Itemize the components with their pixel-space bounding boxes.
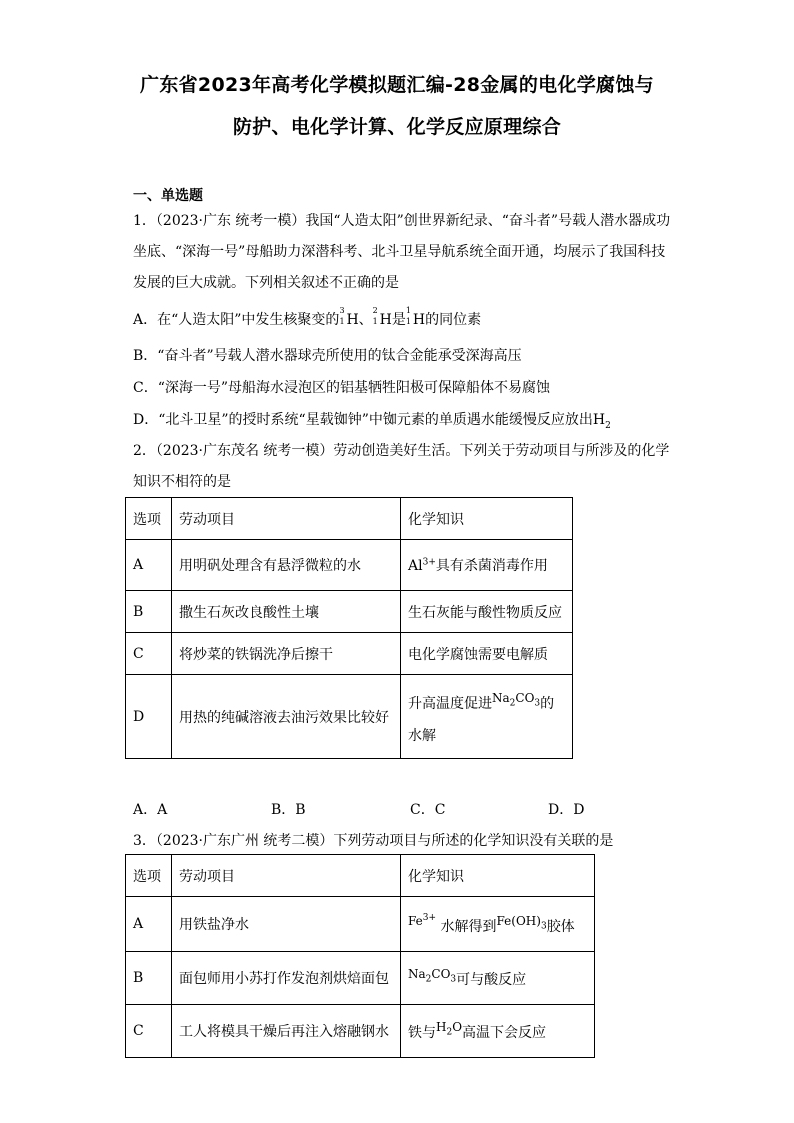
q1-option-a-text: A．在“人造太阳”中发生核聚变的 [133,312,340,328]
knowledge-text: 具有杀菌消毒作用 [435,558,548,574]
table-cell-task: 用明矾处理含有悬浮微粒的水 [172,540,401,591]
table-row [126,591,573,633]
knowledge-text: 胶体 [546,918,575,935]
table-header-cell: 选项 [126,498,172,540]
table-cell-option: B [126,952,172,1005]
table-row [126,633,573,675]
q2-answer-a[interactable]: A．A [133,802,168,818]
table-cell-task: 面包师用小苏打作发泡剂烘焙面包 [172,952,401,1005]
formula-co: CO [515,690,535,705]
q1-a-sup-2: 2 [372,306,378,315]
table-cell-task: 撒生石灰改良酸性土壤 [172,591,401,633]
q1-a-sup-1: 3 [339,306,345,315]
table-cell-task: 工人将模具干燥后再注入熔融钢水 [172,1005,401,1058]
knowledge-text: 升高温度促进 [408,695,492,712]
table-cell-task: 用热的纯碱溶液去油污效果比较好 [172,675,401,759]
table-row [126,675,573,759]
table-row [126,1005,595,1058]
formula-feoh: Fe(OH) [496,913,541,928]
q1-a-sup-3: 1 [405,306,411,315]
page-title-line-2: 防护、电化学计算、化学反应原理综合 [232,116,562,138]
table-header-cell: 化学知识 [401,855,595,897]
q1-stem-line-1: 1．（2023·广东 统考一模）我国“人造太阳”创世界新纪录、“奋斗者”号载人潜水器成功 [133,213,671,229]
q2-table [125,497,573,759]
table-header-cell: 劳动项目 [172,855,401,897]
table-cell-knowledge [401,540,573,591]
table-cell-task: 将炒菜的铁锅洗净后擦干 [172,633,401,675]
q1-option-b: B．“奋斗者”号载人潜水器球壳所使用的钛合金能承受深海高压 [133,348,522,364]
formula-sub: 3 [450,974,457,985]
q1-option-d-text: D．“北斗卫星”的授时系统“星载铷钟”中铷元素的单质遇水能缓慢反应放出 [133,412,593,428]
formula-sub: 2 [446,1027,453,1038]
table-header-cell: 劳动项目 [172,498,401,540]
table-row [126,897,595,952]
q1-option-c: C．“深海一号”母船海水浸泡区的铝基牺牲阳极可保障船体不易腐蚀 [133,380,551,396]
table-cell-knowledge [401,675,573,759]
table-cell-option: D [126,675,172,759]
q1-stem-line-2: 坐底、“深海一号”母船助力深潜科考、北斗卫星导航系统全面开通，均展示了我国科技 [133,244,666,260]
q1-option-d-sub: 2 [605,420,611,431]
formula-na: Na [492,690,510,705]
table-header-cell: 化学知识 [401,498,573,540]
formula-co: CO [431,967,451,981]
table-cell-knowledge [401,1005,595,1058]
formula-sub: 3 [534,697,541,708]
formula-al: Al [408,558,423,574]
q2-answer-b[interactable]: B．B [271,802,306,818]
charge-sup: 3+ [422,557,436,568]
q2-answer-c[interactable]: C．C [410,802,446,818]
charge-sup: 3+ [422,912,437,923]
page-title-line-1: 广东省2023年高考化学模拟题汇编-28金属的电化学腐蚀与 [140,74,654,96]
table-cell-option: A [126,897,172,952]
knowledge-text: 铁与 [408,1025,436,1041]
formula-sub: 2 [509,697,516,708]
knowledge-text: 水解得到 [440,918,497,935]
table-cell-knowledge [401,897,595,952]
table-cell-option: C [126,1005,172,1058]
knowledge-text: 的 [540,695,555,712]
table-cell-knowledge [401,952,595,1005]
formula-sub: 2 [425,974,432,985]
q1-option-d [133,409,663,437]
table-row [126,952,595,1005]
formula-fe: Fe [408,913,423,928]
formula-h: H [436,1020,447,1034]
table-cell-option: A [126,540,172,591]
table-cell-knowledge: 电化学腐蚀需要电解质 [401,633,573,675]
q1-a-sub-1: 1 [339,317,345,326]
q1-option-a [133,306,663,331]
knowledge-text: 可与酸反应 [456,972,527,988]
q1-option-a-h1: H、 [346,312,373,328]
knowledge-text: 水解 [408,727,436,744]
table-header-row [126,855,595,897]
q1-option-a-h2: H是 [379,312,406,328]
q1-a-sub-2: 1 [372,317,378,326]
table-header-row [126,498,573,540]
table-header-cell: 选项 [126,855,172,897]
table-row [126,540,573,591]
table-cell-option: B [126,591,172,633]
q1-stem-line-3: 发展的巨大成就。下列相关叙述不正确的是 [133,275,399,291]
q1-a-sub-3: 1 [405,317,411,326]
q1-option-a-h3: H的同位素 [412,312,482,328]
q3-table [125,854,595,1058]
knowledge-text: 高温下会反应 [462,1025,547,1041]
table-cell-task: 用铁盐净水 [172,897,401,952]
section-heading: 一、单选题 [133,188,203,204]
q2-stem-line-1: 2．（2023·广东茂名 统考一模）劳动创造美好生活。下列关于劳动项目与所涉及的化学 [133,443,670,459]
q3-stem: 3．（2023·广东广州 统考二模）下列劳动项目与所述的化学知识没有关联的是 [133,833,614,849]
formula-o: O [452,1020,463,1034]
q1-option-d-formula: H [592,412,606,428]
q2-answer-d[interactable]: D．D [548,802,585,818]
table-cell-option: C [126,633,172,675]
formula-na: Na [408,967,426,981]
q2-stem-line-2: 知识不相符的是 [133,474,231,490]
formula-sub: 3 [540,920,547,931]
table-cell-knowledge: 生石灰能与酸性物质反应 [401,591,573,633]
